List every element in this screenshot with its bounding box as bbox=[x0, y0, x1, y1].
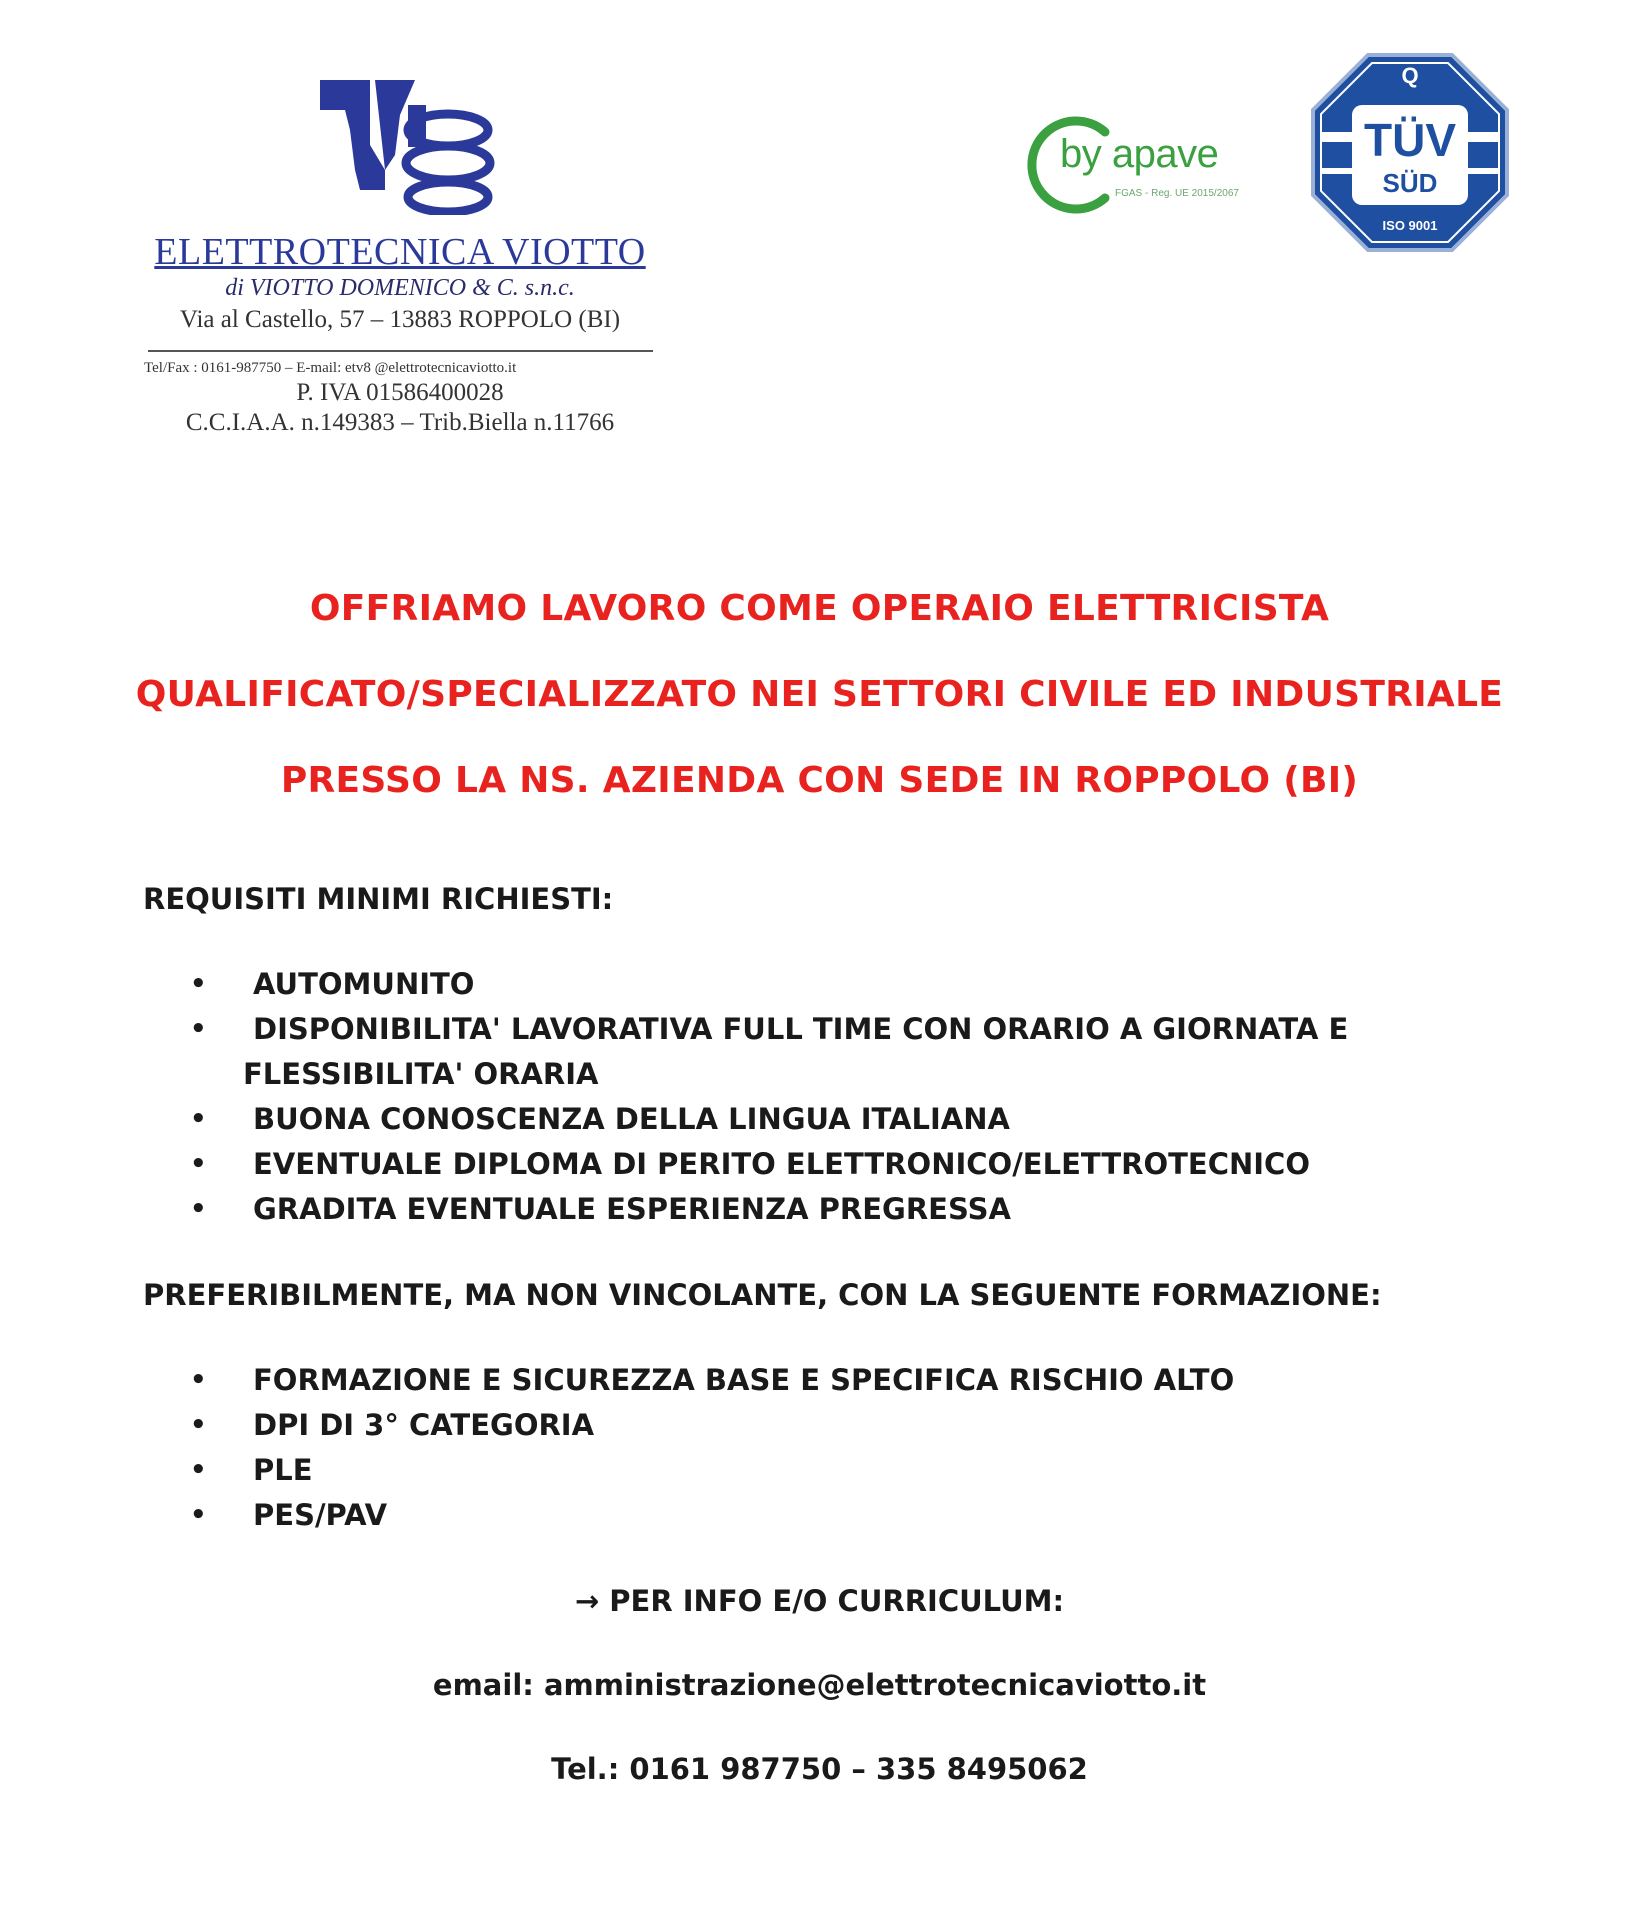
training-list bbox=[190, 1358, 1234, 1538]
letterhead-divider bbox=[148, 350, 653, 352]
list-item: • PES/PAV bbox=[190, 1493, 1234, 1538]
company-address: Via al Castello, 57 – 13883 ROPPOLO (BI) bbox=[179, 305, 621, 333]
list-item: • FORMAZIONE E SICUREZZA BASE E SPECIFICA RISCHIO ALTO bbox=[190, 1358, 1234, 1403]
info-heading: → PER INFO E/O CURRICULUM: bbox=[574, 1584, 1065, 1618]
bullet-icon: • bbox=[190, 1014, 207, 1044]
bullet-icon: • bbox=[190, 1365, 207, 1395]
training-title: PREFERIBILMENTE, MA NON VINCOLANTE, CON LA SEGUENTE FORMAZIONE: bbox=[143, 1278, 1382, 1312]
tuv-sub: SÜD bbox=[1382, 168, 1438, 198]
bullet-icon: • bbox=[190, 1455, 207, 1485]
bullet-icon: • bbox=[190, 969, 207, 999]
headline-line-2: QUALIFICATO/SPECIALIZZATO NEI SETTORI CIVILE ED INDUSTRIALE bbox=[135, 674, 1504, 715]
info-email[interactable]: email: amministrazione@elettrotecnicaviotto.it bbox=[432, 1668, 1207, 1702]
list-item: • DPI DI 3° CATEGORIA bbox=[190, 1403, 1234, 1448]
bullet-icon: • bbox=[190, 1410, 207, 1440]
headline-line-3: PRESSO LA NS. AZIENDA CON SEDE IN ROPPOLO (BI) bbox=[280, 760, 1359, 801]
bullet-icon: • bbox=[190, 1194, 207, 1224]
apave-logo bbox=[1015, 110, 1295, 220]
list-item: • PLE bbox=[190, 1448, 1234, 1493]
list-item: • GRADITA EVENTUALE ESPERIENZA PREGRESSA bbox=[190, 1187, 1348, 1232]
company-contact: Tel/Fax : 0161-987750 – E-mail: etv8 @elettrotecnicaviotto.it bbox=[144, 359, 517, 376]
list-item: • AUTOMUNITO bbox=[190, 962, 1348, 1007]
apave-text: by apave bbox=[1060, 132, 1219, 176]
headline-line-1: OFFRIAMO LAVORO COME OPERAIO ELETTRICISTA bbox=[309, 588, 1330, 629]
letterhead bbox=[140, 75, 660, 437]
company-vat: P. IVA 01586400028 bbox=[296, 378, 504, 406]
company-name: ELETTROTECNICA VIOTTO bbox=[154, 231, 646, 273]
bullet-icon: • bbox=[190, 1500, 207, 1530]
company-registry: C.C.I.A.A. n.149383 – Trib.Biella n.11766 bbox=[185, 408, 615, 436]
requirements-title: REQUISITI MINIMI RICHIESTI: bbox=[143, 882, 614, 916]
tuv-cert: ISO 9001 bbox=[1382, 218, 1438, 233]
bullet-icon: • bbox=[190, 1104, 207, 1134]
bullet-icon: • bbox=[190, 1149, 207, 1179]
apave-subtext: FGAS - Reg. UE 2015/2067 bbox=[1115, 188, 1239, 199]
tuv-name: TÜV bbox=[1364, 114, 1456, 166]
tuv-sud-logo-icon bbox=[1310, 50, 1510, 255]
company-subtitle: di VIOTTO DOMENICO & C. s.n.c. bbox=[225, 274, 575, 301]
list-item: • BUONA CONOSCENZA DELLA LINGUA ITALIANA bbox=[190, 1097, 1348, 1142]
requirements-list bbox=[190, 962, 1348, 1232]
tuv-top-letter: Q bbox=[1401, 63, 1419, 88]
company-logo-icon bbox=[300, 75, 500, 215]
info-phone[interactable]: Tel.: 0161 987750 – 335 8495062 bbox=[551, 1752, 1088, 1786]
list-item: • DISPONIBILITA' LAVORATIVA FULL TIME CON ORARIO A GIORNATA E FLESSIBILITA' ORARIA bbox=[190, 1007, 1348, 1097]
list-item: • EVENTUALE DIPLOMA DI PERITO ELETTRONICO/ELETTROTECNICO bbox=[190, 1142, 1348, 1187]
